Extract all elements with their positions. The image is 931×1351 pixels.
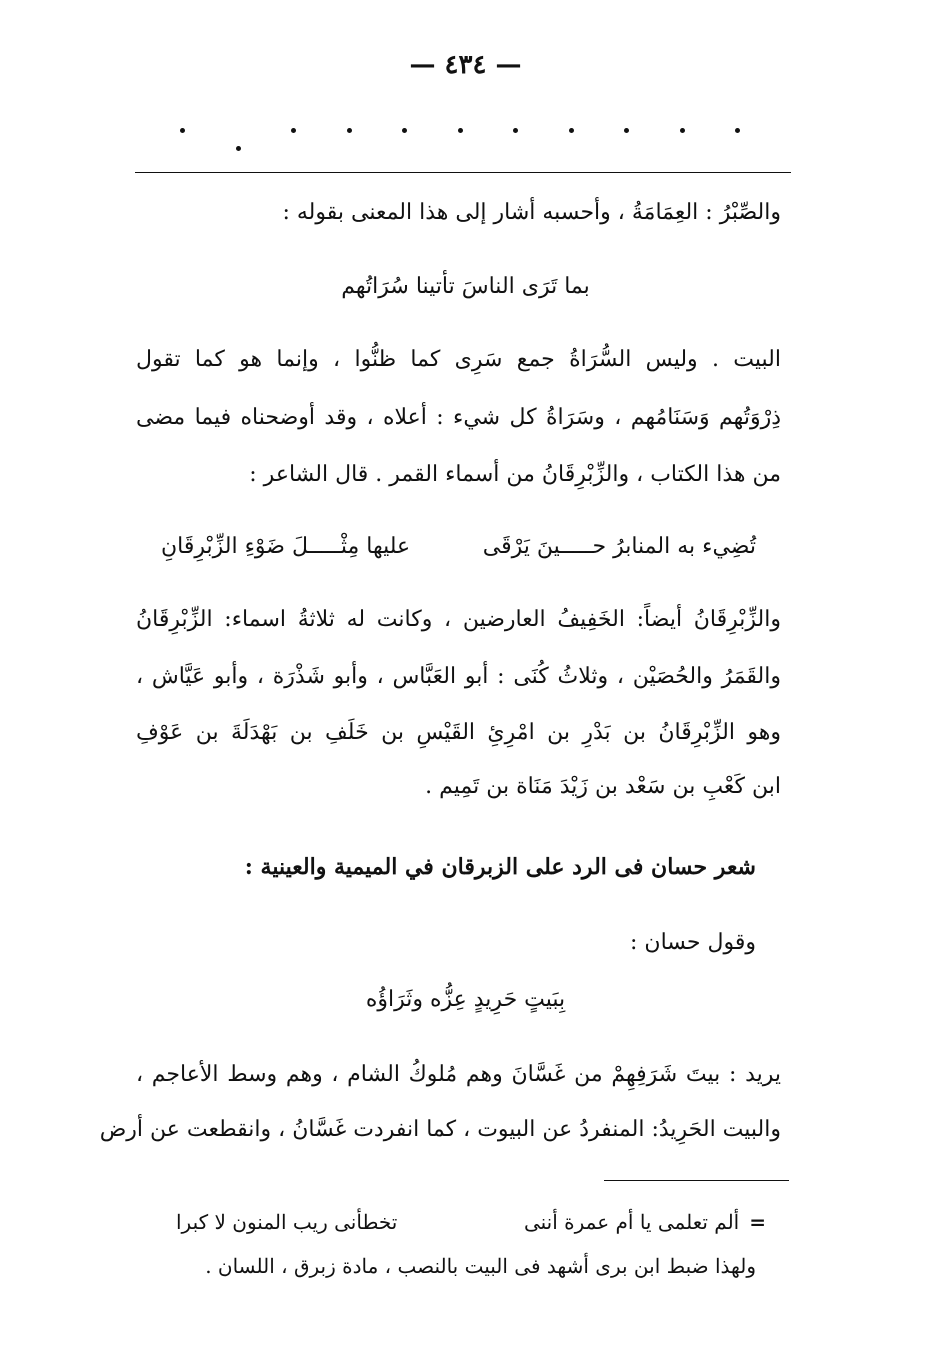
verse-line: بما تَرَى الناسَ تأتينا سُرَاتُهم	[341, 274, 590, 299]
text-line: والقَمَرُ والحُصَيْن ، وثلاثُ كُنَى : أبو العَبَّاس ، وأبو شَذْرَة ، وأبو عَيَّاش ،	[136, 664, 781, 689]
dot	[569, 128, 574, 133]
page-number: — ٤٣٤ —	[409, 50, 522, 80]
section-heading: شعر حسان فى الرد على الزبرقان في الميمية والعينية :	[244, 854, 756, 880]
dot	[735, 128, 740, 133]
dot	[402, 128, 407, 133]
footnote-hemistich-left: تخطأنى ريب المنون لا كبرا	[176, 1210, 398, 1234]
verse-hemistich-right: تُضِيء به المنابرُ حـــــينَ يَرْقَى	[482, 534, 756, 559]
text-line: يريد : بيتَ شَرَفِهِمْ من غَسَّانَ وهم مُلوكُ الشام ، وهم وسط الأعاجم ،	[136, 1062, 781, 1087]
dot	[236, 146, 241, 151]
verse-line	[161, 532, 756, 562]
verse-hemistich-left: عليها مِثْـــــلَ ضَوْءِ الزِّبْرِقَانِ	[161, 534, 411, 559]
dot	[680, 128, 685, 133]
dot	[347, 128, 352, 133]
decorative-dots	[180, 128, 740, 151]
dot	[458, 128, 463, 133]
text-line: وقول حسان :	[630, 930, 756, 955]
text-line: ابن كَعْبِ بن سَعْد بن زَيْدَ مَنَاة بن تَمِيم .	[425, 774, 781, 799]
footnote-line: ولهذا ضبط ابن برى أشهد فى البيت بالنصب ، مادة زبرق ، اللسان .	[205, 1254, 756, 1278]
text-line: والبيت الحَرِيدُ: المنفردُ عن البيوت ، كما انفردت غَسَّانُ ، وانقطعت عن أرض	[99, 1117, 781, 1142]
dot	[180, 128, 185, 133]
footnote-hemistich-right	[524, 1208, 766, 1236]
dot	[624, 128, 629, 133]
text-line: والصِّبْرُ : العِمَامَةُ ، وأحسبه أشار إلى هذا المعنى بقوله :	[282, 200, 781, 225]
text-line: وهو الزِّبْرِقَانُ بن بَدْرِ بن امْرِئِ القَيْسِ بن خَلَفِ بن بَهْدَلَةَ بن عَوْفِ	[136, 720, 781, 745]
text-line: والزِّبْرِقَانُ أيضاً: الخَفِيفُ العارضين ، وكانت له ثلاثةُ اسماء: الزِّبْرِقَانُ	[136, 607, 781, 632]
dot	[513, 128, 518, 133]
footnote-hemistich-right-text: ألم تعلمى يا أم عمرة أننى	[523, 1210, 740, 1234]
text-line: ذِرْوَتُهم وَسَنَامُهم ، وسَرَاةُ كل شيء : أعلاه ، وقد أوضحناه فيما مضى	[136, 405, 781, 430]
footnote-rule	[604, 1180, 789, 1181]
header-rule	[135, 172, 791, 173]
dot	[291, 128, 296, 133]
verse-line: بِبَيتٍ حَرِيدٍ عِزُّه وثَرَاؤُه	[365, 987, 566, 1012]
continuation-mark: =	[749, 1210, 766, 1234]
footnote-verse	[176, 1208, 766, 1236]
text-line: البيت . وليس السُّرَاةُ جمع سَرِى كما ظنُّوا ، وإنما هو كما تقول	[136, 347, 781, 372]
text-line: من هذا الكتاب ، والزِّبْرِقَانُ من أسماء القمر . قال الشاعر :	[249, 462, 781, 487]
